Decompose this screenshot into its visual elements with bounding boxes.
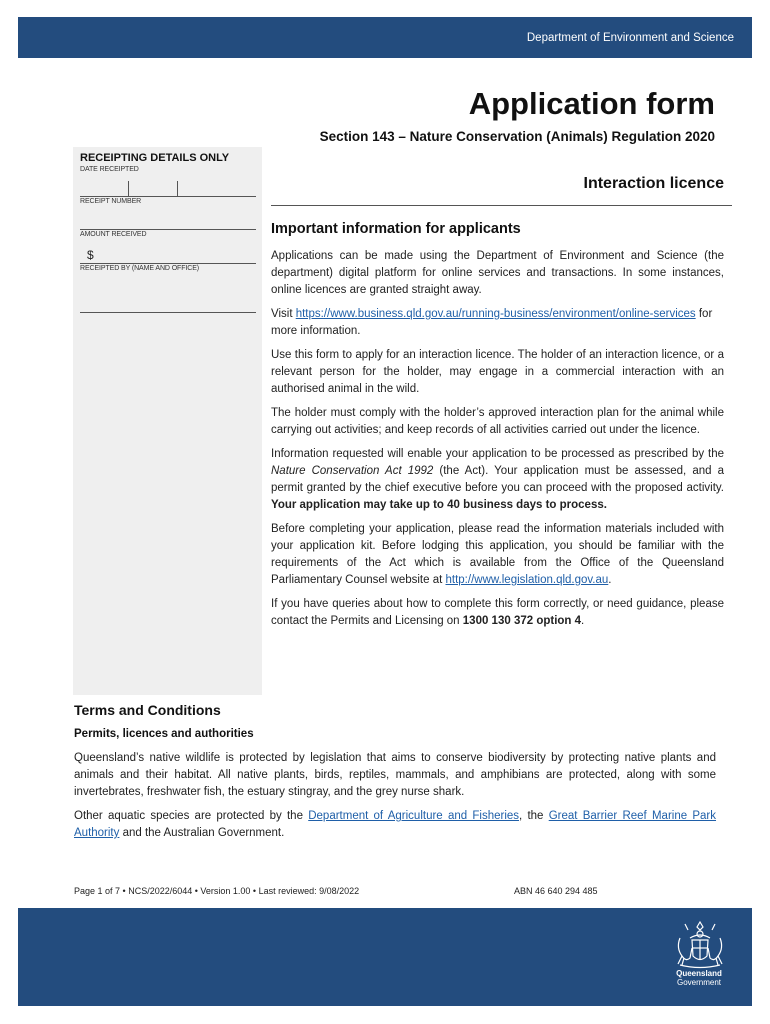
text: . bbox=[608, 574, 612, 586]
info-paragraph bbox=[271, 596, 724, 630]
receipting-panel bbox=[73, 147, 262, 695]
processing-time-notice: Your application may take up to 40 business days to process. bbox=[271, 499, 607, 511]
logo-line: Queensland bbox=[676, 969, 722, 978]
receipted-by-label: RECEIPTED BY (NAME AND OFFICE) bbox=[80, 265, 199, 272]
page-title: Application form bbox=[468, 86, 715, 121]
text: Other aquatic species are protected by the bbox=[74, 810, 309, 822]
header-banner bbox=[18, 17, 752, 58]
info-paragraph: Applications can be made using the Department of Environment and Science (the department) digital platform for online services and transactions. In some instances, online licences are granted straight away. bbox=[271, 250, 724, 296]
department-name: Department of Environment and Science bbox=[526, 32, 734, 44]
info-paragraph bbox=[271, 521, 724, 589]
contact-phone: 1300 130 372 option 4 bbox=[462, 615, 582, 627]
amount-received-field[interactable] bbox=[80, 263, 256, 264]
gbrmpa-link[interactable]: Great Barrier Reef Marine Park Authority bbox=[74, 810, 717, 839]
logo-line: Government bbox=[676, 978, 722, 987]
receipt-number-field[interactable] bbox=[80, 229, 256, 230]
text: Visit bbox=[271, 308, 296, 320]
legislation-link[interactable]: http://www.legislation.qld.gov.au bbox=[445, 574, 609, 586]
text: (the Act). Your application must be assessed, and a permit granted by the chief executive before you can proceed with the proposed activity. bbox=[271, 465, 724, 494]
terms-paragraph: Queensland’s native wildlife is protected by legislation that aims to conserve biodiversity by protecting native plants and animals and their habitat. All native plants, birds, reptiles, mammals, and amphibians are protected, along with some invertebrates, freshwater fish, the estuary stingray, and the grey nurse shark. bbox=[74, 752, 716, 798]
info-paragraph bbox=[271, 306, 724, 340]
terms-subheading: Permits, licences and authorities bbox=[74, 728, 254, 740]
text: Before completing your application, please read the information materials included with your application kit. Before lodging this application, you should be familiar with the requirements of the Act which is available from the Office of the Queensland Parliamentary Counsel website at bbox=[271, 523, 724, 586]
text: Information requested will enable your application to be processed as prescribed by the bbox=[271, 448, 724, 460]
terms-heading: Terms and Conditions bbox=[74, 702, 221, 718]
abn-number: ABN 46 640 294 485 bbox=[514, 886, 598, 896]
receipting-heading: RECEIPTING DETAILS ONLY bbox=[80, 152, 230, 164]
text: for more information. bbox=[271, 308, 713, 337]
online-services-link[interactable]: https://www.business.qld.gov.au/running-business/environment/online-services bbox=[295, 308, 696, 320]
info-heading: Important information for applicants bbox=[271, 221, 521, 237]
footer-banner bbox=[18, 908, 752, 1006]
info-paragraph bbox=[271, 446, 724, 514]
licence-title: Interaction licence bbox=[583, 175, 724, 192]
text: , the bbox=[519, 810, 549, 822]
divider bbox=[271, 205, 732, 206]
terms-paragraph bbox=[74, 808, 716, 842]
queensland-government-wordmark bbox=[672, 969, 726, 987]
info-paragraph: The holder must comply with the holder’s approved interaction plan for the animal while carrying out activities; and keep records of all activities carried out under the licence. bbox=[271, 407, 724, 436]
info-paragraph: Use this form to apply for an interaction licence. The holder of an interaction licence, or a relevant person for the holder, may engage in a commercial interaction with an authorised animal in the wild. bbox=[271, 349, 724, 395]
act-title: Nature Conservation Act 1992 bbox=[271, 465, 434, 477]
daf-link[interactable]: Department of Agriculture and Fisheries bbox=[308, 810, 520, 822]
text: and the Australian Government. bbox=[119, 827, 285, 839]
receipted-by-field[interactable] bbox=[80, 312, 256, 313]
amount-received-label: AMOUNT RECEIVED bbox=[80, 231, 147, 238]
text: If you have queries about how to complete this form correctly, or need guidance, please contact the Permits and Licensing on bbox=[271, 598, 724, 627]
date-receipted-field[interactable] bbox=[80, 196, 256, 197]
queensland-crest-icon bbox=[672, 918, 728, 1000]
receipt-number-label: RECEIPT NUMBER bbox=[80, 198, 142, 205]
page-subtitle: Section 143 – Nature Conservation (Animals) Regulation 2020 bbox=[319, 129, 715, 144]
terms-section bbox=[74, 702, 716, 849]
text: . bbox=[581, 615, 585, 627]
date-receipted-label: DATE RECEIPTED bbox=[80, 166, 139, 173]
currency-symbol: $ bbox=[87, 248, 94, 262]
page-footer: Page 1 of 7 • NCS/2022/6044 • Version 1.00 • Last reviewed: 9/08/2022 bbox=[74, 886, 360, 896]
important-information bbox=[271, 221, 724, 637]
